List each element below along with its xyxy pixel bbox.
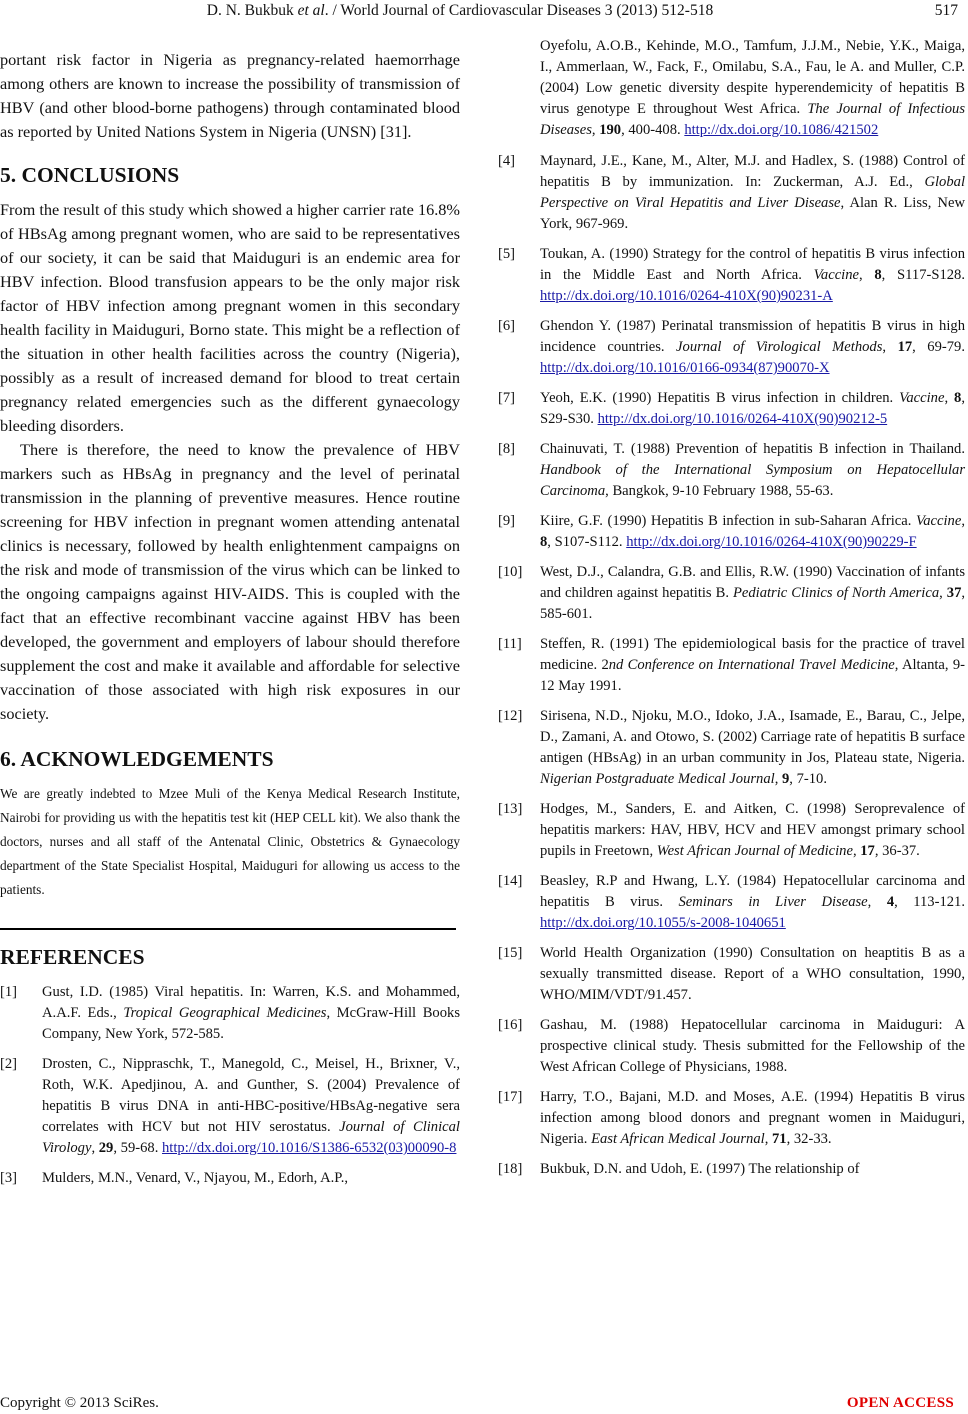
reference-volume: 29 [98,1140,114,1156]
reference-text: World Health Organization (1990) Consultation on heaptitis B as a sexually transmitted disease. Report of a WHO consultation, 1990, WHO/MIM/VDT/91.457. [540,945,965,1003]
reference-text: , 400-408. [621,122,685,138]
reference-item [498,439,965,502]
reference-text: , 36-37. [874,843,920,859]
reference-text: Chainuvati, T. (1988) Prevention of hepatitis B infection in Thailand. [540,441,965,457]
reference-volume: 71 [771,1131,787,1147]
reference-number: [6] [498,318,516,334]
running-head [0,0,968,22]
conclusions-heading: 5. CONCLUSIONS [0,163,180,187]
reference-item [498,871,965,934]
acknowledgements-paragraph: We are greatly indebted to Mzee Muli of the Kenya Medical Research Institute, Nairobi for providing us with the hepatitis test kit (HEP CELL kit). We also thank the doctors, nurses and all staff of the Antenatal Clinic, Obstetrics & Gynaecology department of the State Specialist Hospital, Maiduguri for allowing us access to the patients. [0,786,460,897]
reference-item [498,388,965,430]
reference-volume: 17 [860,843,875,859]
reference-source-title: Handbook of the International Symposium on Hepatocellular Carcinoma [540,462,965,499]
reference-text: , McGraw-Hill Books Company, New York, 572-585. [42,1005,460,1042]
reference-number: [10] [498,564,523,580]
copyright-notice: Copyright © 2013 SciRes. [0,1395,159,1411]
reference-doi-link[interactable]: http://dx.doi.org/10.1016/0166-0934(87)90070-X [540,360,830,376]
open-access-badge: OPEN ACCESS [846,1395,954,1411]
reference-source-title: Vaccine [915,513,962,529]
reference-number: [9] [498,513,516,529]
reference-doi-link[interactable]: http://dx.doi.org/10.1016/S1386-6532(03)00090-8 [162,1140,457,1156]
reference-text: Sirisena, N.D., Njoku, M.O., Idoko, J.A., Isamade, E., Barau, C., Jelpe, D., Zamani, A. and Otowo, S. (2002) Carriage rate of hepatitis B surface antigen (HBsAg) in an urban community in Jos, Plateau state, Nigeria. [540,708,965,766]
reference-text: Kiire, G.F. (1990) Hepatitis B infection in sub-Saharan Africa. [540,513,916,529]
reference-source-title: Pediatric Clinics of North America [732,585,940,601]
reference-number: [12] [498,708,523,724]
reference-text: , [764,1131,772,1147]
reference-volume: 8 [954,390,962,406]
reference-number: [5] [498,246,516,262]
reference-item [0,1054,460,1159]
reference-number: [11] [498,636,522,652]
references-list-right [498,36,965,1180]
reference-text: Yeoh, E.K. (1990) Hepatitis B virus infection in children. [540,390,900,406]
reference-text: Hodges, M., Sanders, E. and Aitken, C. (1998) Seroprevalence of hepatitis markers: HAV, HBV, HCV and HEV amongst primary school pupils in Freetown, [540,801,965,859]
left-column [0,48,460,1198]
reference-text: Oyefolu, A.O.B., Kehinde, M.O., Tamfum, J.J.M., Nebie, Y.K., Maiga, I., Ammerlaan, W., Fack, F., Omilabu, S.A., Fau, le A. and Muller, C.P. (2004) Low genetic diversity despite hyperendemicity of hepatitis B virus genotype E throughout West Africa. [540,38,965,117]
reference-text: Maynard, J.E., Kane, M., Alter, M.J. and Hadlex, S. (1988) Control of hepatitis B by immunization. In: Zuckerman, A.J. Ed., [540,153,965,190]
references-heading: REFERENCES [0,945,145,969]
running-title-authors: D. N. Bukbuk [206,2,298,19]
reference-text: , [867,894,887,910]
reference-volume: 8 [874,267,882,283]
reference-number: [16] [498,1017,523,1033]
reference-source-title: Journal of Virological Methods [676,339,883,355]
reference-doi-link[interactable]: http://dx.doi.org/10.1016/0264-410X(90)90231-A [540,288,833,304]
reference-text: , Alan R. Liss, New York, 967-969. [540,195,965,232]
reference-item [498,511,965,553]
reference-text: Toukan, A. (1990) Strategy for the control of hepatitis B virus infection in the Middle East and North Africa. [540,246,965,283]
reference-number: [18] [498,1161,523,1177]
intro-paragraph: portant risk factor in Nigeria as pregnancy-related haemorrhage among others are known to increase the possibility of transmission of HBV (and other blood-borne pathogens) through contaminated blood as reported by United Nations System in Nigeria (UNSN) [31]. [0,50,460,141]
reference-text: , 59-68. [113,1140,162,1156]
reference-text: , 113-121. [894,894,965,910]
reference-source-title: East African Medical Journal [591,1131,765,1147]
reference-text: , [91,1140,99,1156]
reference-text: , [852,843,861,859]
reference-text: Harry, T.O., Bajani, M.D. and Moses, A.E. (1994) Hepatitis B virus infection among blood donors and pregnant women in Maiduguri, Nigeria. [540,1089,965,1147]
running-title [100,0,820,22]
reference-source-title: Vaccine [813,267,860,283]
reference-volume: 190 [599,122,622,138]
reference-text: , 69-79. [912,339,965,355]
reference-source-title: Journal of Clinical Virology [42,1119,460,1156]
reference-text: , Bangkok, 9-10 February 1988, 55-63. [605,483,834,499]
reference-item [0,1168,460,1189]
conclusions-paragraph-1: From the result of this study which showed a higher carrier rate 16.8% of HBsAg among pregnant women, who are said to be representatives of our society, it can be said that Maiduguri is an endemic area for HBV infection. Blood transfusion appears to be the only major risk factor of HBV infection among pregnant women in this secondary health facility in Maiduguri, Borno state. This might be a reflection of the situation in other health facilities across the country (Nigeria), possibly as a result of increased demand for blood to treat certain pregnancy related emergencies such as the different gynaecology bleeding disorders. [0,200,460,435]
reference-text: West, D.J., Calandra, G.B. and Ellis, R.W. (1990) Vaccination of infants and children against hepatitis B. [540,564,965,601]
reference-source-title: The Journal of Infectious Diseases [540,101,965,138]
reference-volume: 9 [782,771,790,787]
reference-text: Ghendon Y. (1987) Perinatal transmission of hepatitis B virus in high incidence countries. [540,318,965,355]
reference-item [498,316,965,379]
reference-number: [8] [498,441,516,457]
reference-volume: 37 [946,585,962,601]
reference-text: Beasley, R.P and Hwang, L.Y. (1984) Hepatocellular carcinoma and hepatitis B virus. [540,873,965,910]
reference-item [498,244,965,307]
reference-item [498,562,965,625]
page-number: 517 [934,2,958,19]
reference-item [498,1087,965,1150]
reference-text: Steffen, R. (1991) The epidemiological basis for the practice of travel medicine. 2 [540,636,965,673]
reference-volume: 8 [540,534,548,550]
reference-doi-link[interactable]: http://dx.doi.org/10.1055/s-2008-1040651 [540,915,786,931]
reference-text: , [944,390,955,406]
reference-item [498,1015,965,1078]
reference-volume: 4 [886,894,895,910]
reference-number: [17] [498,1089,523,1105]
reference-source-title: Tropical Geographical Medicines [123,1005,327,1021]
reference-text: , [774,771,782,787]
reference-number: [1] [0,984,18,1000]
reference-text: , [882,339,898,355]
reference-text: , S117-S128. [881,267,966,283]
reference-doi-link[interactable]: http://dx.doi.org/10.1086/421502 [684,122,879,138]
reference-source-title: nd Conference on International Travel Medicine [608,657,895,673]
reference-item [498,634,965,697]
page-footer [0,1392,968,1414]
reference-number: [4] [498,153,516,169]
reference-text: , 585-601. [540,585,966,622]
reference-text: , [961,513,965,529]
reference-number: [3] [0,1170,18,1186]
reference-source-title: West African Journal of Medicine [656,843,853,859]
conclusions-paragraph-2: There is therefore, the need to know the prevalence of HBV markers such as HBsAg in pregnancy and the level of perinatal transmission in the planning of preventive measures. Hence routine screening for HBV infection in pregnant women attending antenatal clinics is necessary, followed by health enlightenment campaigns on the risk and mode of transmission of the virus which can be linked to the ongoing campaigns against HIV-AIDS. This is coupled with the fact that an effective recombinant vaccine against HBV has been developed, the government and employers of labour should therefore supplement the cost and make it available and affordable for selective vaccination of those associated with high risk exposures in our society. [0,440,460,723]
references-list-left [0,982,460,1189]
reference-source-title: Global Perspective on Viral Hepatitis and Liver Disease [540,174,965,211]
reference-item [498,151,965,235]
reference-text: , [939,585,947,601]
reference-item [498,36,965,141]
reference-text: , S107-S112. [547,534,627,550]
right-column [498,36,965,1189]
section-divider [0,928,456,930]
reference-text: , [859,267,875,283]
reference-volume: 17 [897,339,913,355]
reference-item [0,982,460,1045]
acknowledgements-heading: 6. ACKNOWLEDGEMENTS [0,747,274,771]
reference-text: Bukbuk, D.N. and Udoh, E. (1997) The relationship of [540,1161,860,1177]
reference-text: , 7-10. [789,771,827,787]
reference-number: [2] [0,1056,18,1072]
reference-text: , Altanta, 9-12 May 1991. [540,657,966,694]
reference-text: , [591,122,600,138]
reference-doi-link[interactable]: http://dx.doi.org/10.1016/0264-410X(90)90212-5 [597,411,888,427]
reference-text: , 32-33. [786,1131,832,1147]
running-title-journal: . / World Journal of Cardiovascular Diseases 3 (2013) 512-518 [324,2,714,19]
reference-text: , S29-S30. [540,390,965,427]
reference-text: Gashau, M. (1988) Hepatocellular carcinoma in Maiduguri: A prospective clinical study. Thesis submitted for the Fellowship of the West African College of Physicians, 1988. [540,1017,965,1075]
reference-item [498,1159,965,1180]
running-title-etal: et al [297,2,325,19]
reference-item [498,799,965,862]
reference-source-title: Vaccine [899,390,945,406]
reference-doi-link[interactable]: http://dx.doi.org/10.1016/0264-410X(90)90229-F [626,534,917,550]
reference-item [498,943,965,1006]
reference-text: Gust, I.D. (1985) Viral hepatitis. In: Warren, K.S. and Mohammed, A.A.F. Eds., [42,984,460,1021]
reference-text: Mulders, M.N., Venard, V., Njayou, M., Edorh, A.P., [42,1170,349,1186]
reference-number: [13] [498,801,523,817]
reference-number: [15] [498,945,523,961]
reference-source-title: Nigerian Postgraduate Medical Journal [540,771,775,787]
reference-item [498,706,965,790]
reference-text: Drosten, C., Nippraschk, T., Manegold, C., Meisel, H., Brixner, V., Roth, W.K. Apedjinou, A. and Gunther, S. (2004) Prevalence of hepatitis B virus DNA in anti-HBC-positive/HBsAg-negative sera correlates with HCV but not HIV serostatus. [42,1056,460,1135]
reference-number: [14] [498,873,523,889]
reference-number: [7] [498,390,516,406]
reference-source-title: Seminars in Liver Disease [678,894,868,910]
